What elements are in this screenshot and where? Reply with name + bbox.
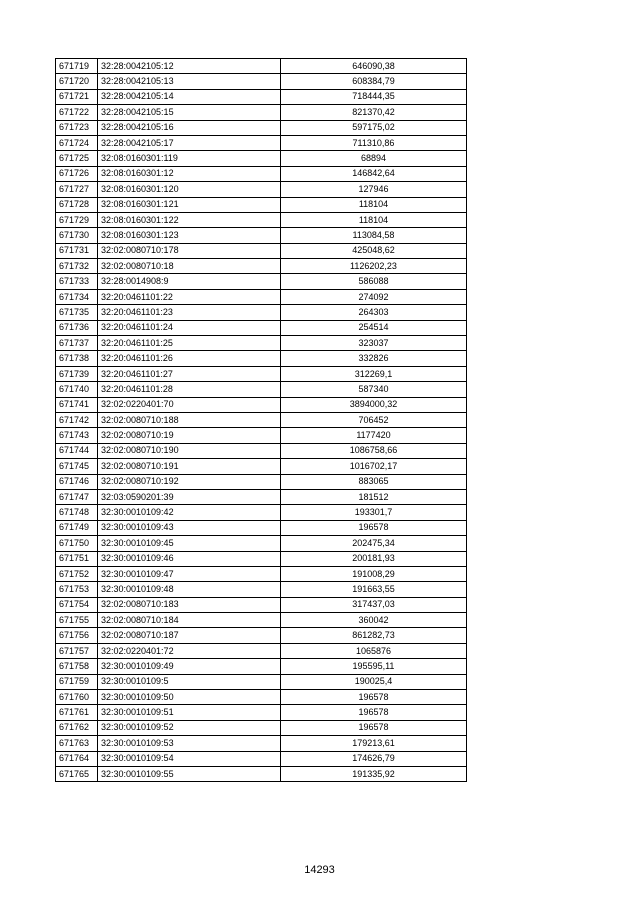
cadastral-value-table	[55, 58, 467, 782]
cadastral-number-cell: 32:28:0042105:16	[98, 120, 281, 135]
cadastral-value-cell: 146842,64	[281, 166, 467, 181]
cadastral-number-cell: 32:28:0014908:9	[98, 274, 281, 289]
row-id-cell: 671759	[56, 674, 98, 689]
cadastral-number-cell: 32:20:0461101:23	[98, 305, 281, 320]
cadastral-number-cell: 32:30:0010109:45	[98, 536, 281, 551]
cadastral-number-cell: 32:30:0010109:55	[98, 766, 281, 781]
cadastral-value-cell: 711310,86	[281, 135, 467, 150]
cadastral-value-cell: 191335,92	[281, 766, 467, 781]
cadastral-value-cell: 706452	[281, 412, 467, 427]
cadastral-number-cell: 32:30:0010109:49	[98, 659, 281, 674]
cadastral-value-cell: 323037	[281, 336, 467, 351]
cadastral-number-cell: 32:02:0080710:18	[98, 259, 281, 274]
row-id-cell: 671726	[56, 166, 98, 181]
cadastral-value-cell: 1065876	[281, 643, 467, 658]
cadastral-number-cell: 32:08:0160301:12	[98, 166, 281, 181]
row-id-cell: 671732	[56, 259, 98, 274]
row-id-cell: 671746	[56, 474, 98, 489]
row-id-cell: 671739	[56, 366, 98, 381]
cadastral-value-cell: 821370,42	[281, 105, 467, 120]
table-row	[56, 336, 467, 351]
row-id-cell: 671750	[56, 536, 98, 551]
cadastral-value-cell: 861282,73	[281, 628, 467, 643]
row-id-cell: 671721	[56, 89, 98, 104]
row-id-cell: 671755	[56, 613, 98, 628]
row-id-cell: 671758	[56, 659, 98, 674]
cadastral-number-cell: 32:02:0080710:187	[98, 628, 281, 643]
row-id-cell: 671731	[56, 243, 98, 258]
table-row	[56, 613, 467, 628]
cadastral-value-cell: 883065	[281, 474, 467, 489]
table-row	[56, 582, 467, 597]
cadastral-value-cell: 179213,61	[281, 736, 467, 751]
table-row	[56, 351, 467, 366]
row-id-cell: 671740	[56, 382, 98, 397]
row-id-cell: 671734	[56, 289, 98, 304]
row-id-cell: 671741	[56, 397, 98, 412]
cadastral-value-cell: 1177420	[281, 428, 467, 443]
row-id-cell: 671753	[56, 582, 98, 597]
table-row	[56, 305, 467, 320]
cadastral-number-cell: 32:28:0042105:17	[98, 135, 281, 150]
cadastral-number-cell: 32:30:0010109:51	[98, 705, 281, 720]
cadastral-number-cell: 32:03:0590201:39	[98, 489, 281, 504]
row-id-cell: 671737	[56, 336, 98, 351]
cadastral-number-cell: 32:30:0010109:48	[98, 582, 281, 597]
cadastral-number-cell: 32:30:0010109:54	[98, 751, 281, 766]
cadastral-number-cell: 32:02:0080710:183	[98, 597, 281, 612]
cadastral-value-cell: 332826	[281, 351, 467, 366]
table-row	[56, 382, 467, 397]
table-body	[56, 59, 467, 782]
cadastral-number-cell: 32:08:0160301:119	[98, 151, 281, 166]
row-id-cell: 671735	[56, 305, 98, 320]
row-id-cell: 671757	[56, 643, 98, 658]
cadastral-value-cell: 191008,29	[281, 566, 467, 581]
table-row	[56, 520, 467, 535]
cadastral-value-cell: 425048,62	[281, 243, 467, 258]
cadastral-value-cell: 586088	[281, 274, 467, 289]
table-row	[56, 489, 467, 504]
cadastral-value-cell: 127946	[281, 182, 467, 197]
cadastral-number-cell: 32:08:0160301:121	[98, 197, 281, 212]
table-row	[56, 428, 467, 443]
cadastral-value-cell: 1086758,66	[281, 443, 467, 458]
cadastral-value-cell: 718444,35	[281, 89, 467, 104]
cadastral-value-cell: 274092	[281, 289, 467, 304]
table-row	[56, 74, 467, 89]
table-row	[56, 289, 467, 304]
cadastral-value-cell: 196578	[281, 720, 467, 735]
row-id-cell: 671720	[56, 74, 98, 89]
table-row	[56, 643, 467, 658]
cadastral-number-cell: 32:28:0042105:13	[98, 74, 281, 89]
cadastral-number-cell: 32:08:0160301:122	[98, 212, 281, 227]
table-row	[56, 397, 467, 412]
table-row	[56, 474, 467, 489]
cadastral-value-cell: 312269,1	[281, 366, 467, 381]
row-id-cell: 671724	[56, 135, 98, 150]
table-row	[56, 151, 467, 166]
table-row	[56, 243, 467, 258]
table-row	[56, 366, 467, 381]
cadastral-number-cell: 32:02:0080710:192	[98, 474, 281, 489]
row-id-cell: 671749	[56, 520, 98, 535]
cadastral-number-cell: 32:30:0010109:43	[98, 520, 281, 535]
table-row	[56, 505, 467, 520]
table-row	[56, 197, 467, 212]
table-row	[56, 89, 467, 104]
cadastral-number-cell: 32:28:0042105:12	[98, 59, 281, 74]
table-row	[56, 766, 467, 781]
cadastral-number-cell: 32:20:0461101:24	[98, 320, 281, 335]
row-id-cell: 671722	[56, 105, 98, 120]
table-row	[56, 59, 467, 74]
cadastral-value-cell: 113084,58	[281, 228, 467, 243]
row-id-cell: 671744	[56, 443, 98, 458]
row-id-cell: 671742	[56, 412, 98, 427]
cadastral-number-cell: 32:02:0080710:184	[98, 613, 281, 628]
row-id-cell: 671725	[56, 151, 98, 166]
cadastral-number-cell: 32:02:0080710:191	[98, 459, 281, 474]
cadastral-value-cell: 317437,03	[281, 597, 467, 612]
table-row	[56, 628, 467, 643]
row-id-cell: 671745	[56, 459, 98, 474]
table-row	[56, 536, 467, 551]
row-id-cell: 671747	[56, 489, 98, 504]
cadastral-number-cell: 32:30:0010109:52	[98, 720, 281, 735]
row-id-cell: 671756	[56, 628, 98, 643]
cadastral-number-cell: 32:30:0010109:47	[98, 566, 281, 581]
cadastral-value-cell: 264303	[281, 305, 467, 320]
table-row	[56, 659, 467, 674]
cadastral-number-cell: 32:28:0042105:14	[98, 89, 281, 104]
cadastral-number-cell: 32:02:0080710:190	[98, 443, 281, 458]
cadastral-number-cell: 32:30:0010109:5	[98, 674, 281, 689]
row-id-cell: 671730	[56, 228, 98, 243]
cadastral-value-cell: 3894000,32	[281, 397, 467, 412]
row-id-cell: 671762	[56, 720, 98, 735]
cadastral-number-cell: 32:02:0080710:188	[98, 412, 281, 427]
cadastral-number-cell: 32:30:0010109:53	[98, 736, 281, 751]
table-row	[56, 166, 467, 181]
row-id-cell: 671761	[56, 705, 98, 720]
row-id-cell: 671727	[56, 182, 98, 197]
cadastral-value-cell: 118104	[281, 197, 467, 212]
table-row	[56, 705, 467, 720]
cadastral-value-cell: 254514	[281, 320, 467, 335]
table-row	[56, 690, 467, 705]
cadastral-number-cell: 32:02:0220401:70	[98, 397, 281, 412]
cadastral-value-cell: 1016702,17	[281, 459, 467, 474]
row-id-cell: 671738	[56, 351, 98, 366]
cadastral-value-cell: 587340	[281, 382, 467, 397]
row-id-cell: 671723	[56, 120, 98, 135]
cadastral-value-cell: 195595,11	[281, 659, 467, 674]
row-id-cell: 671752	[56, 566, 98, 581]
table-row	[56, 135, 467, 150]
table-row	[56, 274, 467, 289]
table-row	[56, 228, 467, 243]
table-row	[56, 182, 467, 197]
cadastral-number-cell: 32:20:0461101:28	[98, 382, 281, 397]
table-row	[56, 751, 467, 766]
row-id-cell: 671760	[56, 690, 98, 705]
table-row	[56, 720, 467, 735]
cadastral-number-cell: 32:20:0461101:25	[98, 336, 281, 351]
cadastral-number-cell: 32:20:0461101:22	[98, 289, 281, 304]
table-row	[56, 320, 467, 335]
cadastral-number-cell: 32:02:0220401:72	[98, 643, 281, 658]
cadastral-value-cell: 1126202,23	[281, 259, 467, 274]
table-row	[56, 212, 467, 227]
row-id-cell: 671751	[56, 551, 98, 566]
cadastral-value-cell: 196578	[281, 690, 467, 705]
row-id-cell: 671729	[56, 212, 98, 227]
table-row	[56, 736, 467, 751]
cadastral-number-cell: 32:08:0160301:123	[98, 228, 281, 243]
table-row	[56, 674, 467, 689]
cadastral-value-cell: 181512	[281, 489, 467, 504]
row-id-cell: 671764	[56, 751, 98, 766]
cadastral-value-cell: 191663,55	[281, 582, 467, 597]
cadastral-number-cell: 32:30:0010109:42	[98, 505, 281, 520]
cadastral-value-cell: 68894	[281, 151, 467, 166]
table-row	[56, 566, 467, 581]
cadastral-value-cell: 597175,02	[281, 120, 467, 135]
row-id-cell: 671765	[56, 766, 98, 781]
cadastral-number-cell: 32:08:0160301:120	[98, 182, 281, 197]
cadastral-value-cell: 190025,4	[281, 674, 467, 689]
cadastral-number-cell: 32:20:0461101:26	[98, 351, 281, 366]
cadastral-number-cell: 32:30:0010109:50	[98, 690, 281, 705]
row-id-cell: 671728	[56, 197, 98, 212]
table-row	[56, 443, 467, 458]
table-row	[56, 597, 467, 612]
cadastral-number-cell: 32:28:0042105:15	[98, 105, 281, 120]
row-id-cell: 671719	[56, 59, 98, 74]
row-id-cell: 671743	[56, 428, 98, 443]
cadastral-value-cell: 360042	[281, 613, 467, 628]
table-row	[56, 259, 467, 274]
cadastral-value-cell: 200181,93	[281, 551, 467, 566]
table-row	[56, 551, 467, 566]
page-number: 14293	[304, 864, 335, 876]
row-id-cell: 671763	[56, 736, 98, 751]
table-row	[56, 412, 467, 427]
cadastral-value-cell: 608384,79	[281, 74, 467, 89]
cadastral-number-cell: 32:02:0080710:178	[98, 243, 281, 258]
cadastral-number-cell: 32:02:0080710:19	[98, 428, 281, 443]
cadastral-value-cell: 193301,7	[281, 505, 467, 520]
cadastral-value-cell: 202475,34	[281, 536, 467, 551]
cadastral-value-cell: 196578	[281, 520, 467, 535]
table-row	[56, 105, 467, 120]
row-id-cell: 671736	[56, 320, 98, 335]
cadastral-value-cell: 646090,38	[281, 59, 467, 74]
table-row	[56, 459, 467, 474]
cadastral-value-cell: 118104	[281, 212, 467, 227]
cadastral-number-cell: 32:30:0010109:46	[98, 551, 281, 566]
table-row	[56, 120, 467, 135]
row-id-cell: 671754	[56, 597, 98, 612]
row-id-cell: 671733	[56, 274, 98, 289]
row-id-cell: 671748	[56, 505, 98, 520]
cadastral-value-cell: 196578	[281, 705, 467, 720]
cadastral-number-cell: 32:20:0461101:27	[98, 366, 281, 381]
cadastral-value-cell: 174626,79	[281, 751, 467, 766]
